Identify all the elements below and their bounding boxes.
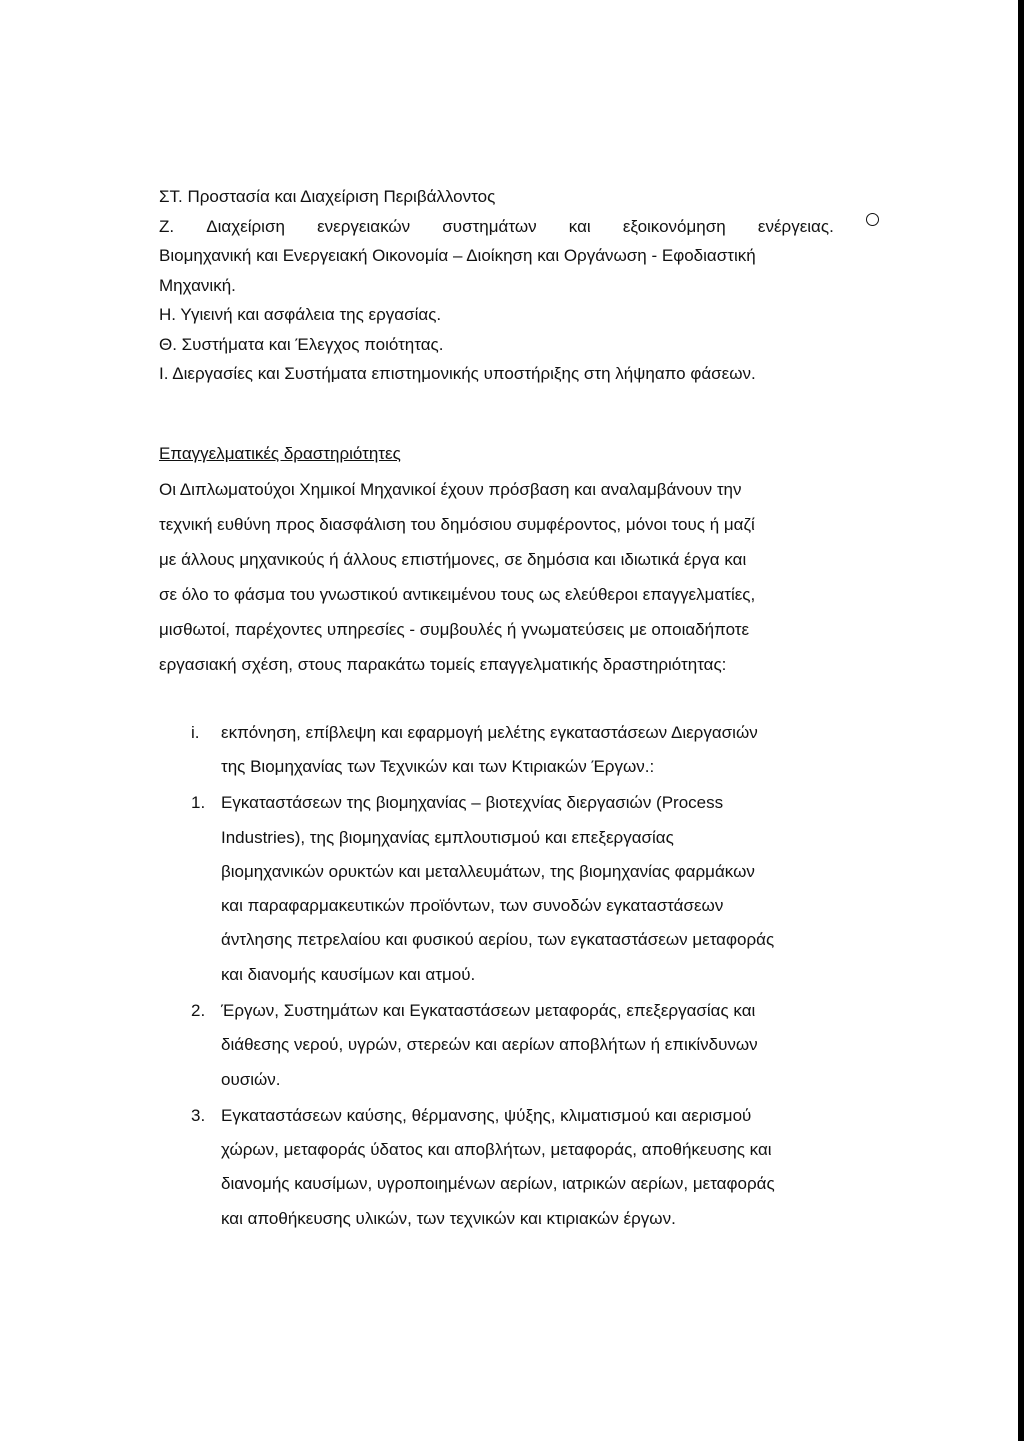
list-item-line: Έργων, Συστημάτων και Εγκαταστάσεων μεταφοράς, επεξεργασίας και (221, 1001, 756, 1020)
list-item-line: και παραφαρμακευτικών προϊόντων, των συνοδών εγκαταστάσεων (221, 896, 724, 916)
paragraph-line: σε όλο το φάσμα του γνωστικού αντικειμένου τους ως ελεύθεροι επαγγελματίες, (159, 585, 756, 605)
item-z-line-3: Μηχανική. (159, 275, 236, 295)
item-z-word: ενέργειας. (757, 216, 834, 236)
list-item-line: διάθεσης νερού, υγρών, στερεών και αερίων αποβλήτων ή επικίνδυνων (221, 1035, 758, 1055)
paragraph-line: τεχνική ευθύνη προς διασφάλιση του δημόσιου συμφέροντος, μόνοι τους ή μαζί (159, 514, 755, 534)
item-z-word: και (568, 216, 591, 236)
list-item (159, 786, 879, 992)
item-th: Θ. Συστήματα και Έλεγχος ποιότητας. (159, 334, 444, 354)
paragraph-line: με άλλους μηχανικούς ή άλλους επιστήμονες, σε δημόσια και ιδιωτικά έργα και (159, 549, 747, 569)
list-item-line: διανομής καυσίμων, υγροποιημένων αερίων, ιατρικών αερίων, μεταφοράς (221, 1174, 775, 1194)
section-paragraph (159, 472, 879, 683)
list-marker: 3. (191, 1105, 206, 1125)
list-marker: i. (191, 722, 200, 742)
list-item (159, 716, 879, 785)
list-marker: 1. (191, 793, 206, 813)
document-page (159, 182, 879, 1236)
item-z-word: Διαχείριση (206, 216, 285, 236)
list-item (159, 1099, 879, 1236)
list-item-line: Εγκαταστάσεων της βιομηχανίας – βιοτεχνίας διεργασιών (Process (221, 793, 724, 813)
page-edge-bar (1018, 0, 1024, 1441)
activity-list (159, 716, 879, 1236)
item-z-line-2: Βιομηχανική και Ενεργειακή Οικονομία – Διοίκηση και Οργάνωση - Εφοδιαστική (159, 246, 756, 265)
section-heading: Επαγγελματικές δραστηριότητες (159, 443, 401, 463)
item-i: Ι. Διεργασίες και Συστήματα επιστημονικής υποστήριξης στη λήψηαπο φάσεων. (159, 364, 756, 383)
item-z-word: εξοικονόμηση (622, 216, 726, 236)
list-item-line: και αποθήκευσης υλικών, των τεχνικών και κτιριακών έργων. (221, 1208, 676, 1228)
paragraph-line: Οι Διπλωματούχοι Χημικοί Μηχανικοί έχουν πρόσβαση και αναλαμβάνουν την (159, 479, 742, 499)
clock-icon (866, 213, 879, 226)
item-h: Η. Υγιεινή και ασφάλεια της εργασίας. (159, 305, 442, 324)
item-z-word: Ζ. (159, 216, 175, 236)
paragraph-line: μισθωτοί, παρέχοντες υπηρεσίες - συμβουλές ή γνωματεύσεις με οποιαδήποτε (159, 620, 750, 640)
list-marker: 2. (191, 1001, 206, 1020)
item-st: ΣΤ. Προστασία και Διαχείριση Περιβάλλοντος (159, 187, 496, 206)
item-z-word: συστημάτων (442, 216, 537, 236)
paragraph-line: εργασιακή σχέση, στους παρακάτω τομείς επαγγελματικής δραστηριότητας: (159, 655, 727, 675)
list-item-line: Industries), της βιομηχανίας εμπλουτισμού και επεξεργασίας (221, 827, 674, 847)
list-item (159, 994, 879, 1097)
item-z-word: ενεργειακών (317, 216, 411, 236)
list-item-line: της Βιομηχανίας των Τεχνικών και των Κτιριακών Έργων.: (221, 756, 655, 776)
list-item-line: και διανομής καυσίμων και ατμού. (221, 964, 476, 984)
list-item-line: χώρων, μεταφοράς ύδατος και αποβλήτων, μεταφοράς, αποθήκευσης και (221, 1140, 772, 1160)
list-item-line: ουσιών. (221, 1069, 281, 1089)
list-item-line: εκπόνηση, επίβλεψη και εφαρμογή μελέτης εγκαταστάσεων Διεργασιών (221, 722, 758, 742)
list-item-line: άντλησης πετρελαίου και φυσικού αερίου, των εγκαταστάσεων μεταφοράς (221, 930, 775, 950)
list-item-line: βιομηχανικών ορυκτών και μεταλλευμάτων, της βιομηχανίας φαρμάκων (221, 861, 755, 881)
item-z-line-1 (159, 212, 879, 242)
list-item-line: Εγκαταστάσεων καύσης, θέρμανσης, ψύξης, κλιματισμού και αερισμού (221, 1105, 752, 1125)
